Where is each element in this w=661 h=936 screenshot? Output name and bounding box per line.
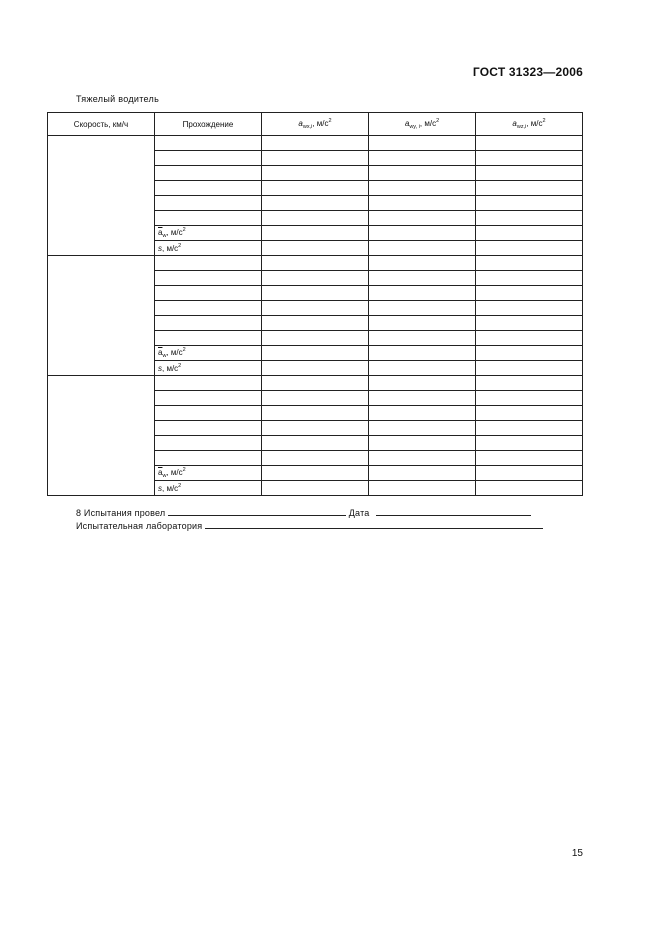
header-awz-power: 2 bbox=[542, 118, 546, 124]
laboratory-label: Испытательная лаборатория bbox=[76, 521, 203, 531]
header-awy-subscript: wy, i bbox=[409, 124, 420, 130]
cell-awz[interactable] bbox=[476, 211, 583, 226]
cell-awz[interactable] bbox=[476, 286, 583, 301]
cell-awz[interactable] bbox=[476, 151, 583, 166]
cell-awz[interactable] bbox=[476, 166, 583, 181]
cell-awz[interactable] bbox=[476, 346, 583, 361]
pass-cell[interactable] bbox=[155, 451, 262, 466]
sd-label-cell bbox=[155, 481, 262, 496]
pass-cell[interactable] bbox=[155, 166, 262, 181]
table-header-row bbox=[48, 113, 583, 136]
header-awy bbox=[369, 113, 476, 136]
cell-awy[interactable] bbox=[369, 211, 476, 226]
sd-power: 2 bbox=[178, 483, 182, 489]
sd-unit: , м/с bbox=[162, 364, 179, 373]
tested-by-line bbox=[76, 506, 543, 519]
cell-awz[interactable] bbox=[476, 271, 583, 286]
pass-cell[interactable] bbox=[155, 301, 262, 316]
cell-awy[interactable] bbox=[369, 226, 476, 241]
header-awx bbox=[262, 113, 369, 136]
mean-label-cell bbox=[155, 466, 262, 481]
table-row bbox=[48, 256, 583, 271]
cell-awy[interactable] bbox=[369, 391, 476, 406]
cell-awx[interactable] bbox=[262, 466, 369, 481]
header-awx-subscript: wx,i bbox=[302, 124, 313, 130]
mean-power: 2 bbox=[182, 467, 186, 473]
cell-awz[interactable] bbox=[476, 436, 583, 451]
cell-awx[interactable] bbox=[262, 406, 369, 421]
mean-subscript: w bbox=[162, 353, 167, 359]
cell-awz[interactable] bbox=[476, 481, 583, 496]
mean-symbol: $\overline{a}$ bbox=[158, 228, 163, 237]
speed-cell[interactable] bbox=[48, 136, 155, 256]
cell-awx[interactable] bbox=[262, 391, 369, 406]
pass-cell[interactable] bbox=[155, 256, 262, 271]
cell-awx[interactable] bbox=[262, 286, 369, 301]
cell-awy[interactable] bbox=[369, 361, 476, 376]
cell-awx[interactable] bbox=[262, 481, 369, 496]
sd-unit: , м/с bbox=[162, 484, 179, 493]
cell-awx[interactable] bbox=[262, 451, 369, 466]
sd-power: 2 bbox=[178, 363, 182, 369]
tested-by-blank[interactable] bbox=[168, 506, 346, 516]
cell-awz[interactable] bbox=[476, 196, 583, 211]
cell-awz[interactable] bbox=[476, 466, 583, 481]
cell-awy[interactable] bbox=[369, 196, 476, 211]
pass-cell[interactable] bbox=[155, 286, 262, 301]
cell-awz[interactable] bbox=[476, 226, 583, 241]
pass-cell[interactable] bbox=[155, 211, 262, 226]
cell-awy[interactable] bbox=[369, 481, 476, 496]
cell-awx[interactable] bbox=[262, 136, 369, 151]
cell-awz[interactable] bbox=[476, 181, 583, 196]
header-awx-unit: , м/с bbox=[312, 119, 329, 128]
cell-awy[interactable] bbox=[369, 406, 476, 421]
cell-awx[interactable] bbox=[262, 166, 369, 181]
header-pass: Прохождение bbox=[155, 113, 262, 136]
pass-cell[interactable] bbox=[155, 316, 262, 331]
pass-cell[interactable] bbox=[155, 331, 262, 346]
cell-awy[interactable] bbox=[369, 241, 476, 256]
mean-unit: , м/с bbox=[166, 348, 183, 357]
sd-power: 2 bbox=[178, 243, 182, 249]
table-row bbox=[48, 376, 583, 391]
speed-cell[interactable] bbox=[48, 376, 155, 496]
cell-awy[interactable] bbox=[369, 376, 476, 391]
mean-symbol: $\overline{a}$ bbox=[158, 348, 163, 357]
pass-cell[interactable] bbox=[155, 181, 262, 196]
header-awz-subscript: wz,i bbox=[516, 124, 527, 130]
cell-awz[interactable] bbox=[476, 136, 583, 151]
cell-awz[interactable] bbox=[476, 421, 583, 436]
cell-awx[interactable] bbox=[262, 316, 369, 331]
cell-awy[interactable] bbox=[369, 151, 476, 166]
cell-awx[interactable] bbox=[262, 196, 369, 211]
mean-subscript: w bbox=[162, 233, 167, 239]
pass-cell[interactable] bbox=[155, 271, 262, 286]
cell-awy[interactable] bbox=[369, 271, 476, 286]
cell-awz[interactable] bbox=[476, 241, 583, 256]
header-awy-symbol: a bbox=[404, 119, 410, 128]
pass-cell[interactable] bbox=[155, 151, 262, 166]
cell-awz[interactable] bbox=[476, 391, 583, 406]
signature-block bbox=[76, 506, 543, 532]
cell-awy[interactable] bbox=[369, 166, 476, 181]
cell-awy[interactable] bbox=[369, 316, 476, 331]
cell-awx[interactable] bbox=[262, 151, 369, 166]
cell-awy[interactable] bbox=[369, 301, 476, 316]
cell-awx[interactable] bbox=[262, 436, 369, 451]
cell-awx[interactable] bbox=[262, 361, 369, 376]
mean-power: 2 bbox=[182, 227, 186, 233]
standard-designation: ГОСТ 31323—2006 bbox=[472, 65, 583, 79]
cell-awx[interactable] bbox=[262, 331, 369, 346]
laboratory-blank[interactable] bbox=[205, 519, 543, 529]
pass-cell[interactable] bbox=[155, 436, 262, 451]
header-awy-power: 2 bbox=[436, 118, 440, 124]
sd-label-cell bbox=[155, 361, 262, 376]
cell-awx[interactable] bbox=[262, 271, 369, 286]
header-awy-unit: , м/с bbox=[419, 119, 437, 128]
cell-awx[interactable] bbox=[262, 241, 369, 256]
header-awz-unit: , м/с bbox=[526, 119, 543, 128]
cell-awz[interactable] bbox=[476, 316, 583, 331]
date-label: Дата bbox=[348, 508, 370, 518]
page-number: 15 bbox=[571, 848, 583, 859]
cell-awz[interactable] bbox=[476, 376, 583, 391]
pass-cell[interactable] bbox=[155, 196, 262, 211]
cell-awy[interactable] bbox=[369, 331, 476, 346]
laboratory-line bbox=[76, 519, 543, 532]
cell-awz[interactable] bbox=[476, 451, 583, 466]
header-awx-power: 2 bbox=[328, 118, 332, 124]
header-awx-symbol: a bbox=[298, 119, 303, 128]
tested-by-label: Испытания провел bbox=[83, 508, 166, 518]
cell-awz[interactable] bbox=[476, 361, 583, 376]
sd-symbol: s bbox=[158, 244, 162, 253]
mean-label-cell bbox=[155, 226, 262, 241]
sd-symbol: s bbox=[158, 484, 162, 493]
cell-awz[interactable] bbox=[476, 331, 583, 346]
mean-unit: , м/с bbox=[166, 228, 183, 237]
table-row bbox=[48, 136, 583, 151]
date-blank[interactable] bbox=[376, 506, 531, 516]
cell-awx[interactable] bbox=[262, 181, 369, 196]
cell-awy[interactable] bbox=[369, 286, 476, 301]
cell-awx[interactable] bbox=[262, 376, 369, 391]
cell-awy[interactable] bbox=[369, 466, 476, 481]
sd-label-cell bbox=[155, 241, 262, 256]
clause-number: 8 bbox=[76, 508, 82, 518]
measurement-table bbox=[47, 112, 583, 496]
mean-symbol: $\overline{a}$ bbox=[158, 468, 163, 477]
cell-awx[interactable] bbox=[262, 256, 369, 271]
cell-awy[interactable] bbox=[369, 451, 476, 466]
cell-awy[interactable] bbox=[369, 136, 476, 151]
pass-cell[interactable] bbox=[155, 376, 262, 391]
cell-awx[interactable] bbox=[262, 301, 369, 316]
cell-awz[interactable] bbox=[476, 301, 583, 316]
header-awz-symbol: a bbox=[512, 119, 517, 128]
sd-symbol: s bbox=[158, 364, 162, 373]
cell-awx[interactable] bbox=[262, 346, 369, 361]
cell-awy[interactable] bbox=[369, 346, 476, 361]
header-awz bbox=[476, 113, 583, 136]
header-speed: Скорость, км/ч bbox=[48, 113, 155, 136]
pass-cell[interactable] bbox=[155, 136, 262, 151]
pass-cell[interactable] bbox=[155, 406, 262, 421]
cell-awx[interactable] bbox=[262, 226, 369, 241]
cell-awx[interactable] bbox=[262, 421, 369, 436]
cell-awy[interactable] bbox=[369, 421, 476, 436]
table-caption: Тяжелый водитель bbox=[76, 94, 160, 104]
mean-label-cell bbox=[155, 346, 262, 361]
cell-awz[interactable] bbox=[476, 256, 583, 271]
cell-awy[interactable] bbox=[369, 181, 476, 196]
sd-unit: , м/с bbox=[162, 244, 179, 253]
pass-cell[interactable] bbox=[155, 421, 262, 436]
cell-awz[interactable] bbox=[476, 406, 583, 421]
mean-unit: , м/с bbox=[166, 468, 183, 477]
speed-cell[interactable] bbox=[48, 256, 155, 376]
mean-power: 2 bbox=[182, 347, 186, 353]
mean-subscript: w bbox=[162, 473, 167, 479]
cell-awy[interactable] bbox=[369, 436, 476, 451]
pass-cell[interactable] bbox=[155, 391, 262, 406]
cell-awy[interactable] bbox=[369, 256, 476, 271]
cell-awx[interactable] bbox=[262, 211, 369, 226]
